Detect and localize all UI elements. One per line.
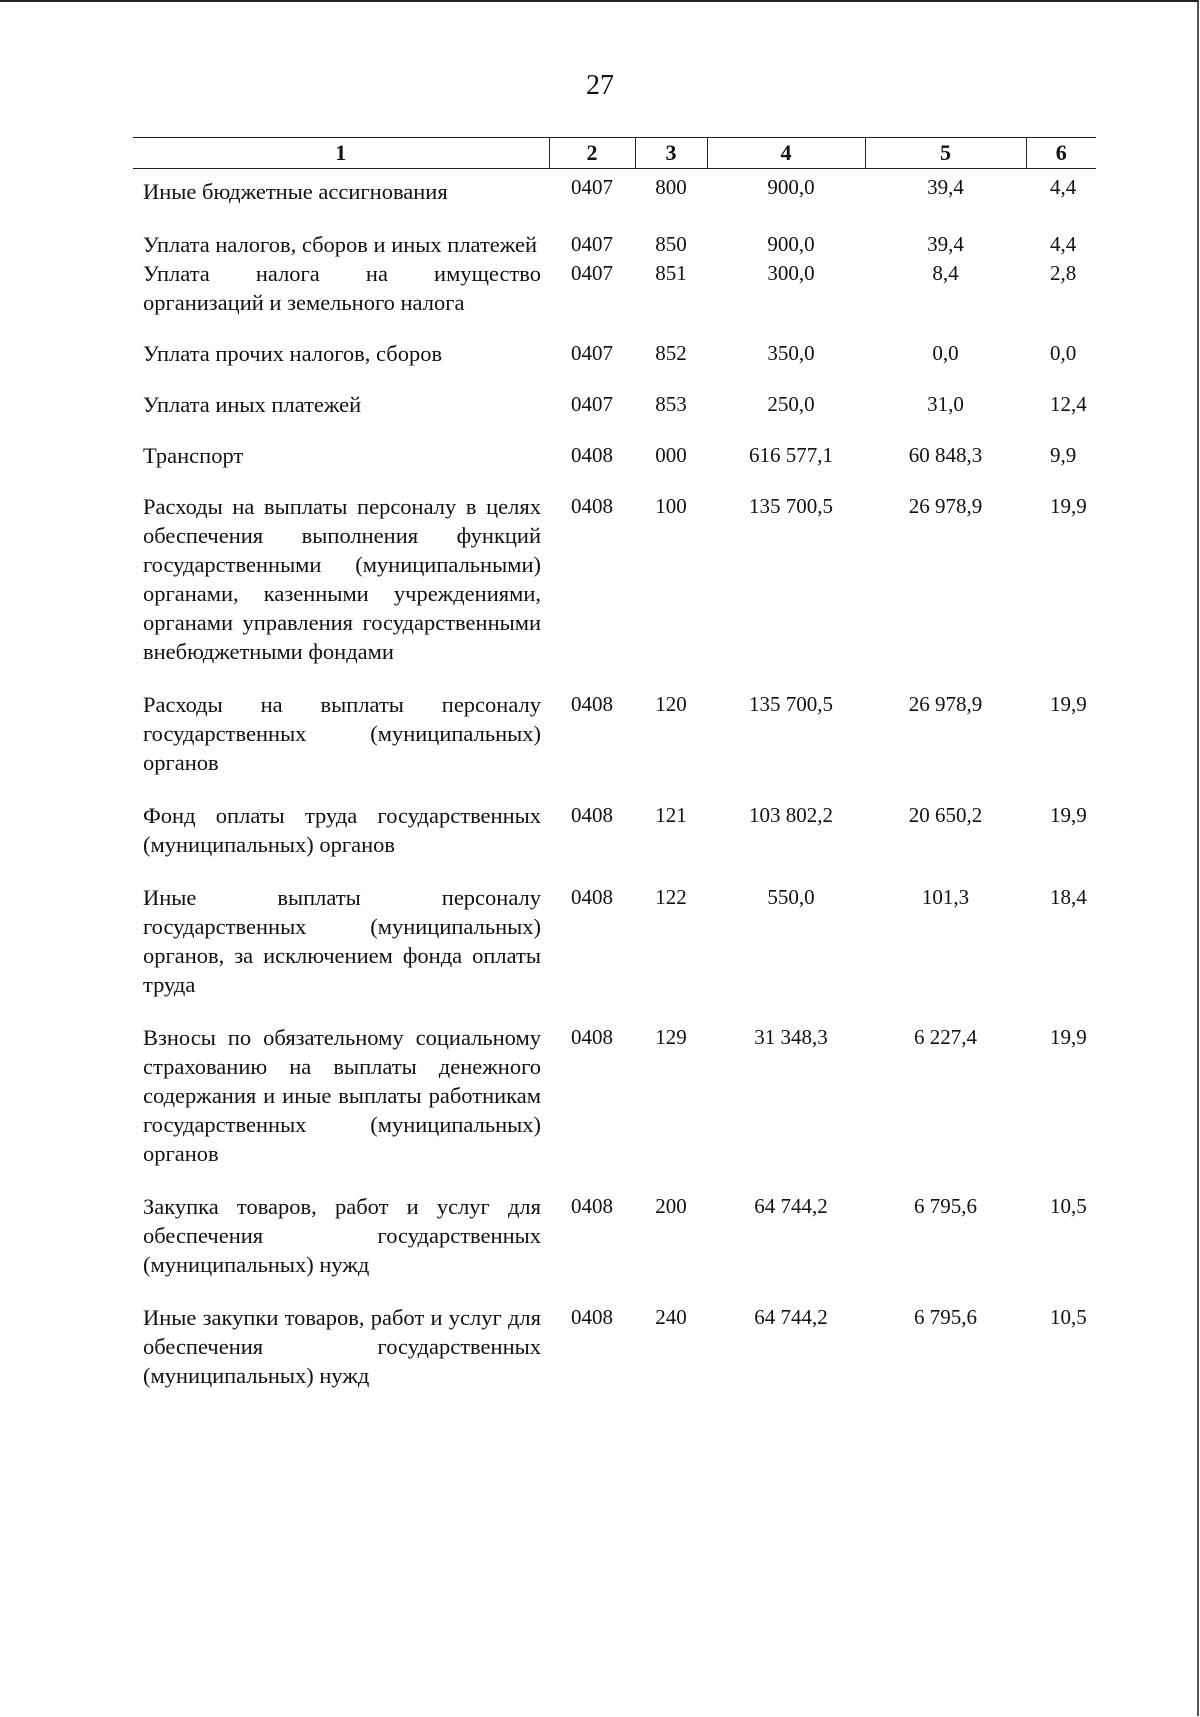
row-executed-amount: 39,4 bbox=[927, 232, 964, 256]
row-expense-type: 851 bbox=[655, 261, 687, 285]
row-section-code: 0408 bbox=[571, 1194, 613, 1218]
table-body bbox=[133, 169, 1096, 1391]
row-name: Расходы на выплаты персоналу в целях обеспечения выполнения функций государственными (муниципальными) органами, казенными учреждениями, органами управления государственными внебюджетными фондами bbox=[143, 494, 541, 664]
column-header-4: 4 bbox=[707, 138, 865, 169]
row-name: Уплата иных платежей bbox=[143, 392, 362, 417]
row-expense-type: 200 bbox=[655, 1194, 687, 1218]
row-expense-type: 100 bbox=[655, 494, 687, 518]
table-row bbox=[133, 206, 1096, 259]
row-execution-percent: 4,4 bbox=[1050, 175, 1077, 199]
row-name: Взносы по обязательному социальному страхованию на выплаты денежного содержания и иные выплаты работникам государственных (муниципальных) органов bbox=[143, 1025, 541, 1166]
row-execution-percent: 2,8 bbox=[1050, 261, 1077, 285]
table-row bbox=[133, 666, 1096, 777]
table-row bbox=[133, 859, 1096, 999]
budget-table-grid bbox=[133, 137, 1096, 1390]
row-execution-percent: 4,4 bbox=[1050, 232, 1077, 256]
row-executed-amount: 0,0 bbox=[932, 341, 959, 365]
row-name: Иные выплаты персоналу государственных (муниципальных) органов, за исключением фонда оплаты труда bbox=[143, 885, 541, 997]
row-name: Иные бюджетные ассигнования bbox=[143, 179, 448, 204]
table-row bbox=[133, 368, 1096, 419]
row-name: Закупка товаров, работ и услуг для обеспечения государственных (муниципальных) нужд bbox=[143, 1194, 541, 1277]
row-execution-percent: 19,9 bbox=[1050, 494, 1087, 518]
row-section-code: 0407 bbox=[571, 341, 613, 365]
row-name: Фонд оплаты труда государственных (муниципальных) органов bbox=[143, 803, 541, 857]
row-execution-percent: 19,9 bbox=[1050, 803, 1087, 827]
row-execution-percent: 9,9 bbox=[1050, 443, 1077, 467]
table-row bbox=[133, 777, 1096, 859]
row-expense-type: 240 bbox=[655, 1305, 687, 1329]
row-executed-amount: 6 795,6 bbox=[914, 1305, 977, 1329]
budget-table bbox=[133, 137, 1096, 1390]
row-name: Расходы на выплаты персоналу государственных (муниципальных) органов bbox=[143, 692, 541, 775]
row-execution-percent: 0,0 bbox=[1050, 341, 1077, 365]
row-planned-amount: 64 744,2 bbox=[754, 1194, 828, 1218]
row-section-code: 0407 bbox=[571, 261, 613, 285]
table-row bbox=[133, 317, 1096, 368]
column-header-6: 6 bbox=[1026, 138, 1096, 169]
row-planned-amount: 103 802,2 bbox=[749, 803, 833, 827]
row-expense-type: 121 bbox=[655, 803, 687, 827]
table-row bbox=[133, 999, 1096, 1168]
column-header-2: 2 bbox=[549, 138, 635, 169]
row-executed-amount: 6 795,6 bbox=[914, 1194, 977, 1218]
column-header-5: 5 bbox=[865, 138, 1026, 169]
row-execution-percent: 19,9 bbox=[1050, 1025, 1087, 1049]
row-executed-amount: 60 848,3 bbox=[908, 443, 983, 467]
table-row bbox=[133, 259, 1096, 317]
row-planned-amount: 900,0 bbox=[767, 232, 815, 256]
table-row bbox=[133, 1279, 1096, 1390]
row-execution-percent: 18,4 bbox=[1050, 885, 1087, 909]
row-expense-type: 850 bbox=[655, 232, 687, 256]
row-planned-amount: 64 744,2 bbox=[754, 1305, 828, 1329]
table-header-row bbox=[133, 138, 1096, 169]
row-section-code: 0407 bbox=[571, 232, 613, 256]
column-header-3: 3 bbox=[635, 138, 707, 169]
row-execution-percent: 10,5 bbox=[1050, 1194, 1087, 1218]
row-section-code: 0407 bbox=[571, 392, 613, 416]
row-planned-amount: 616 577,1 bbox=[749, 443, 833, 467]
page-number: 27 bbox=[586, 70, 614, 101]
row-name: Транспорт bbox=[143, 443, 244, 468]
row-planned-amount: 900,0 bbox=[767, 175, 815, 199]
row-section-code: 0408 bbox=[571, 1305, 613, 1329]
row-expense-type: 800 bbox=[655, 175, 687, 199]
row-section-code: 0408 bbox=[571, 1025, 613, 1049]
table-row bbox=[133, 169, 1096, 207]
row-planned-amount: 250,0 bbox=[767, 392, 815, 416]
row-section-code: 0408 bbox=[571, 803, 613, 827]
row-expense-type: 129 bbox=[655, 1025, 687, 1049]
row-expense-type: 000 bbox=[655, 443, 687, 467]
row-name: Уплата прочих налогов, сборов bbox=[143, 341, 443, 366]
row-section-code: 0408 bbox=[571, 443, 613, 467]
row-execution-percent: 19,9 bbox=[1050, 692, 1087, 716]
row-executed-amount: 26 978,9 bbox=[908, 494, 983, 518]
row-section-code: 0408 bbox=[571, 692, 613, 716]
row-executed-amount: 101,3 bbox=[921, 885, 970, 909]
table-row bbox=[133, 1168, 1096, 1279]
row-name: Уплата налога на имущество организаций и земельного налога bbox=[143, 261, 541, 315]
row-executed-amount: 6 227,4 bbox=[914, 1025, 977, 1049]
row-section-code: 0408 bbox=[571, 494, 613, 518]
row-expense-type: 120 bbox=[655, 692, 687, 716]
row-executed-amount: 26 978,9 bbox=[908, 692, 983, 716]
row-expense-type: 122 bbox=[655, 885, 687, 909]
row-execution-percent: 12,4 bbox=[1050, 392, 1087, 416]
row-executed-amount: 39,4 bbox=[927, 175, 964, 199]
table-row bbox=[133, 470, 1096, 666]
row-planned-amount: 135 700,5 bbox=[749, 494, 833, 518]
row-executed-amount: 20 650,2 bbox=[908, 803, 983, 827]
row-planned-amount: 31 348,3 bbox=[754, 1025, 828, 1049]
row-name: Уплата налогов, сборов и иных платежей bbox=[143, 232, 538, 257]
column-header-1: 1 bbox=[133, 138, 549, 169]
row-name: Иные закупки товаров, работ и услуг для обеспечения государственных (муниципальных) нужд bbox=[143, 1305, 541, 1388]
row-planned-amount: 300,0 bbox=[767, 261, 815, 285]
row-executed-amount: 31,0 bbox=[927, 392, 964, 416]
row-planned-amount: 350,0 bbox=[767, 341, 815, 365]
row-section-code: 0407 bbox=[571, 175, 613, 199]
row-executed-amount: 8,4 bbox=[932, 261, 959, 285]
row-planned-amount: 135 700,5 bbox=[749, 692, 833, 716]
row-expense-type: 852 bbox=[655, 341, 687, 365]
row-section-code: 0408 bbox=[571, 885, 613, 909]
row-execution-percent: 10,5 bbox=[1050, 1305, 1087, 1329]
row-expense-type: 853 bbox=[655, 392, 687, 416]
table-row bbox=[133, 419, 1096, 470]
row-planned-amount: 550,0 bbox=[767, 885, 815, 909]
